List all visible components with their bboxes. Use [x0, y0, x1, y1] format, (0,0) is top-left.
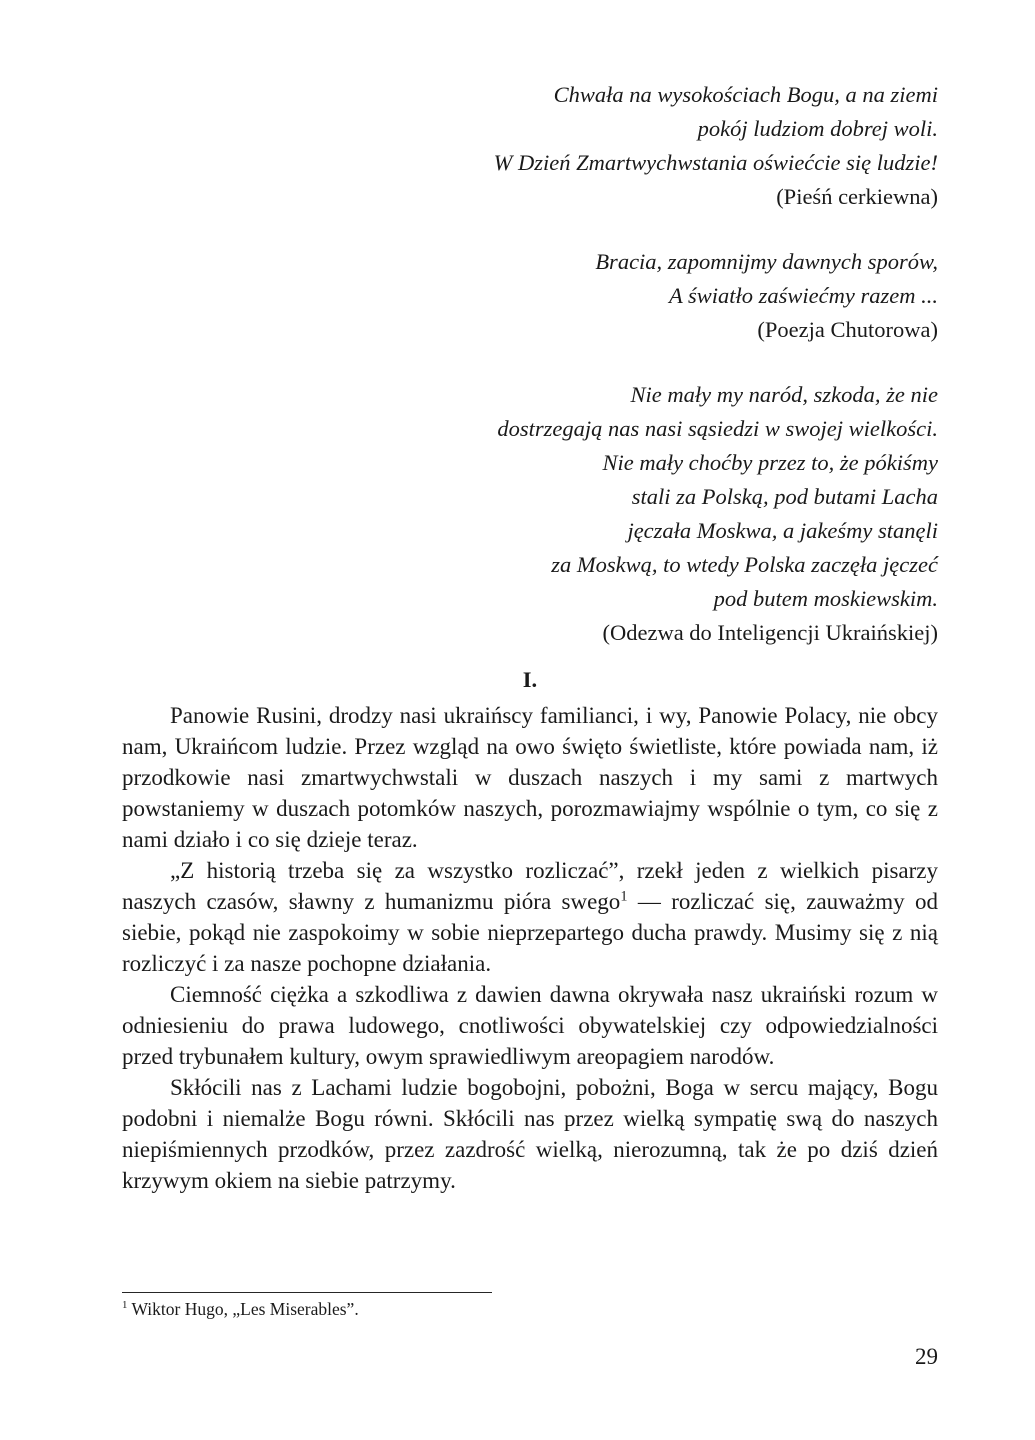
footnote-area [122, 1292, 938, 1321]
body-paragraph-2-part-1: „Z historią trzeba się za wszystko rozliczać”, rzekł jeden z wielkich pisarzy naszych czasów, sławny z humanizmu pióra swego [122, 858, 938, 914]
epigraph-2 [122, 245, 938, 347]
epigraph-3-line-2: dostrzegają nas nasi sąsiedzi w swojej wielkości. [497, 416, 938, 441]
epigraph-3 [122, 378, 938, 650]
epigraph-3-line-5: jęczała Moskwa, a jakeśmy stanęli [627, 518, 938, 543]
body-paragraph-4: Skłócili nas z Lachami ludzie bogobojni, pobożni, Boga w sercu mający, Bogu podobni i niemalże Bogu równi. Skłócili nas przez wielką sympatię swą do naszych niepiśmiennych przodków, przez zazdrość wielką, nierozumną, tak że po dziś dzień krzywym okiem na siebie patrzymy. [122, 1075, 938, 1193]
epigraph-group [122, 78, 938, 650]
body-paragraph-1: Panowie Rusini, drodzy nasi ukraińscy familianci, i wy, Panowie Polacy, nie obcy nam, Ukraińcom ludzie. Przez wzgląd na owo święto świetliste, które powiada nam, iż przodkowie nasi zmartwychwstali w duszach naszych i my sami z martwych powstaniemy w duszach potomków naszych, porozmawiajmy wspólnie o tym, co się z nami działo i co się dzieje teraz. [122, 703, 938, 852]
epigraph-3-line-7: pod butem moskiewskim. [713, 586, 938, 611]
epigraph-1-attribution: (Pieśń cerkiewna) [776, 184, 938, 209]
epigraph-1-line-1: Chwała na wysokościach Bogu, a na ziemi [553, 82, 938, 107]
body-paragraph-2 [122, 855, 938, 979]
body-text [122, 700, 938, 1196]
epigraph-1-line-3: W Dzień Zmartwychwstania oświećcie się ludzie! [493, 150, 938, 175]
epigraph-1-line-2: pokój ludziom dobrej woli. [697, 116, 938, 141]
epigraph-2-attribution: (Poezja Chutorowa) [757, 317, 938, 342]
section-heading: I. [522, 667, 538, 692]
epigraph-2-line-2: A światło zaświećmy razem ... [669, 283, 938, 308]
footnote-marker: 1 [122, 1299, 128, 1312]
body-paragraph-2-part-2: — rozliczać się, zauważmy od siebie, pokąd nie zaspokoimy w sobie nieprzepartego ducha prawdy. Musimy się z nią rozliczyć i za nasze pochopne działania. [122, 889, 938, 976]
epigraph-3-line-6: za Moskwą, to wtedy Polska zaczęła jęczeć [551, 552, 938, 577]
footnote-text-content: Wiktor Hugo, „Les Miserables”. [127, 1299, 359, 1319]
epigraph-2-line-1: Bracia, zapomnijmy dawnych sporów, [595, 249, 938, 274]
epigraph-3-attribution: (Odezwa do Inteligencji Ukraińskiej) [602, 620, 938, 645]
epigraph-3-line-4: stali za Polską, pod butami Lacha [631, 484, 938, 509]
footnote-1 [122, 1298, 938, 1321]
epigraph-3-line-1: Nie mały my naród, szkoda, że nie [630, 382, 938, 407]
footnote-separator-rule [122, 1292, 492, 1293]
epigraph-3-line-3: Nie mały choćby przez to, że pókiśmy [602, 450, 938, 475]
epigraph-1 [122, 78, 938, 214]
body-paragraph-3: Ciemność ciężka a szkodliwa z dawien dawna okrywała nasz ukraiński rozum w odniesieniu do prawa ludowego, cnotliwości obywatelskiej czy odpowiedzialności przed trybunałem kultury, owym sprawiedliwym areopagiem narodów. [122, 982, 938, 1069]
footnote-reference-1[interactable]: 1 [620, 888, 628, 905]
page-number: 29 [915, 1344, 938, 1369]
